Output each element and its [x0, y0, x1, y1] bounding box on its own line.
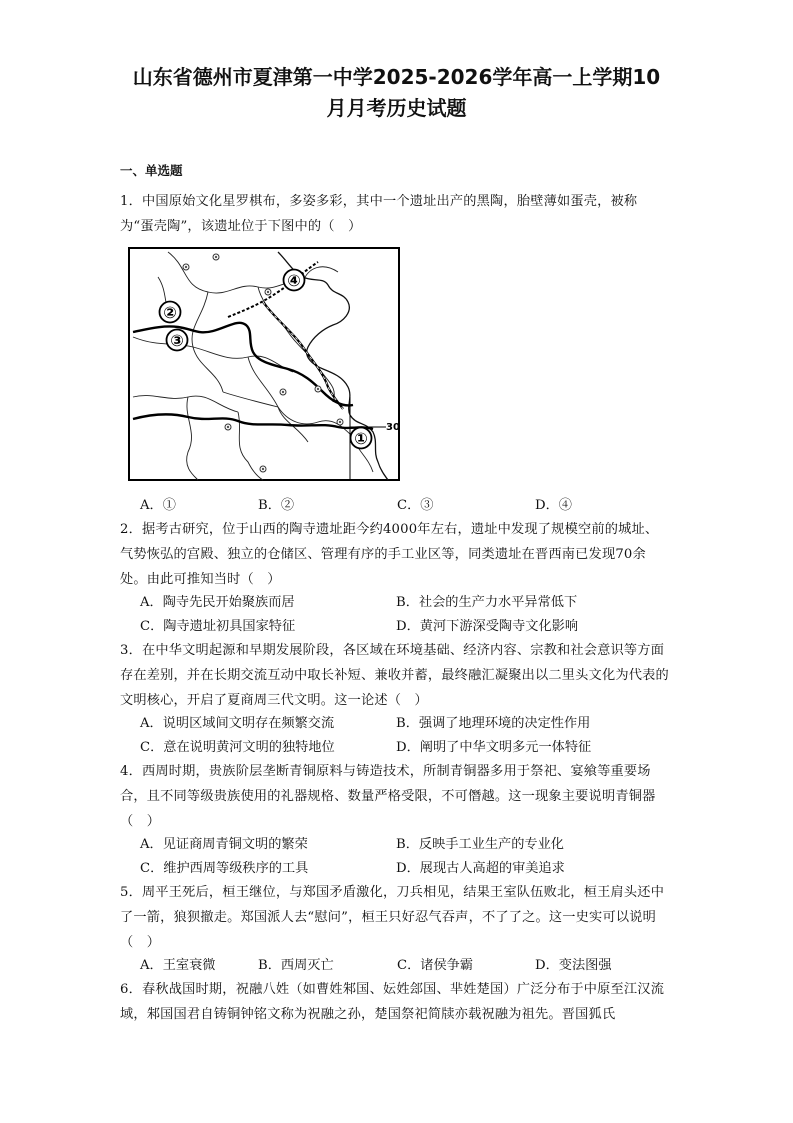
- map-marker-four: [284, 270, 305, 291]
- page-title: [60, 62, 733, 124]
- question-2-stem: 2．据考古研究，位于山西的陶寺遗址距今约4000年左右，遗址中发现了规模空前的城址、气势恢弘的宫殿、独立的仓储区、管理有序的手工业区等，同类遗址在晋西南已发现70余处。由此可推知当时（ ）: [120, 522, 659, 587]
- option-a[interactable]: A．陶寺先民开始聚族而居: [140, 595, 295, 610]
- question-4-options-row2: [140, 857, 680, 877]
- option-b[interactable]: B．强调了地理环境的决定性作用: [396, 716, 591, 731]
- option-c[interactable]: C．诸侯争霸: [397, 958, 474, 973]
- question-3-stem: 3．在中华文明起源和早期发展阶段，各区域在环境基础、经济内容、宗教和社会意识等方面存在差别，并在长期交流互动中取长补短、兼收并蓄，最终融汇凝聚出以二里头文化为代表的文明核心，开启了夏商周三代文明。这一论述（ ）: [120, 643, 669, 708]
- option-a[interactable]: A．①: [140, 498, 176, 513]
- map-marker-one: [351, 428, 372, 449]
- svg-text:④: ④: [287, 271, 301, 290]
- option-a[interactable]: A．王室衰微: [140, 958, 216, 973]
- option-b[interactable]: B．反映手工业生产的专业化: [396, 837, 564, 852]
- question-2-options-row2: [140, 615, 680, 635]
- option-b[interactable]: B．②: [258, 498, 295, 513]
- title-line-2: 月月考历史试题: [326, 96, 467, 120]
- option-d[interactable]: D．展现古人高超的审美追求: [396, 861, 565, 876]
- question-3-options-row1: [140, 712, 680, 732]
- svg-text:③: ③: [170, 331, 184, 350]
- option-d[interactable]: D．变法图强: [535, 958, 612, 973]
- svg-text:②: ②: [163, 303, 177, 322]
- option-c[interactable]: C．陶寺遗址初具国家特征: [140, 619, 296, 634]
- section-heading: 一、单选题: [120, 163, 183, 178]
- question-4-stem: 4．西周时期，贵族阶层垄断青铜原料与铸造技术，所制青铜器多用于祭祀、宴飨等重要场合，且不同等级贵族使用的礼器规格、数量严格受限，不可僭越。这一现象主要说明青铜器（ ）: [120, 764, 656, 829]
- question-5-options: [140, 954, 680, 974]
- question-1-map: [128, 247, 400, 481]
- map-label-30: 30: [386, 422, 400, 433]
- map-marker-two: [160, 302, 181, 323]
- option-c[interactable]: C．意在说明黄河文明的独特地位: [140, 740, 335, 755]
- option-b[interactable]: B．社会的生产力水平异常低下: [396, 595, 578, 610]
- question-1-stem: 1．中国原始文化星罗棋布，多姿多彩，其中一个遗址出产的黑陶，胎壁薄如蛋壳，被称为“蛋壳陶”，该遗址位于下图中的（ ）: [120, 194, 638, 234]
- question-1-options: [140, 494, 680, 514]
- question-6-stem: 6．春秋战国时期，祝融八姓（如曹姓邾国、妘姓郐国、芈姓楚国）广泛分布于中原至江汉流域，邾国国君自铸铜钟铭文称为祝融之孙，楚国祭祀简牍亦载祝融为祖先。晋国狐氏: [120, 982, 665, 1022]
- question-3-options-row2: [140, 736, 680, 756]
- option-d[interactable]: D．④: [535, 498, 572, 513]
- svg-text:①: ①: [354, 429, 368, 448]
- question-4-options-row1: [140, 833, 680, 853]
- option-a[interactable]: A．见证商周青铜文明的繁荣: [140, 837, 308, 852]
- option-c[interactable]: C．③: [397, 498, 434, 513]
- question-5-stem: 5．周平王死后，桓王继位，与郑国矛盾激化，刀兵相见，结果王室队伍败北，桓王肩头还中了一箭，狼狈撤走。郑国派人去“慰问”，桓王只好忍气吞声，不了了之。这一史实可以说明（ ）: [120, 885, 665, 950]
- title-line-1: 山东省德州市夏津第一中学2025-2026学年高一上学期10: [132, 65, 661, 89]
- map-marker-three: [167, 330, 188, 351]
- option-b[interactable]: B．西周灭亡: [258, 958, 334, 973]
- option-c[interactable]: C．维护西周等级秩序的工具: [140, 861, 309, 876]
- option-d[interactable]: D．黄河下游深受陶寺文化影响: [396, 619, 579, 634]
- option-a[interactable]: A．说明区域间文明存在频繁交流: [140, 716, 335, 731]
- question-2-options-row1: [140, 591, 680, 611]
- option-d[interactable]: D．阐明了中华文明多元一体特征: [396, 740, 592, 755]
